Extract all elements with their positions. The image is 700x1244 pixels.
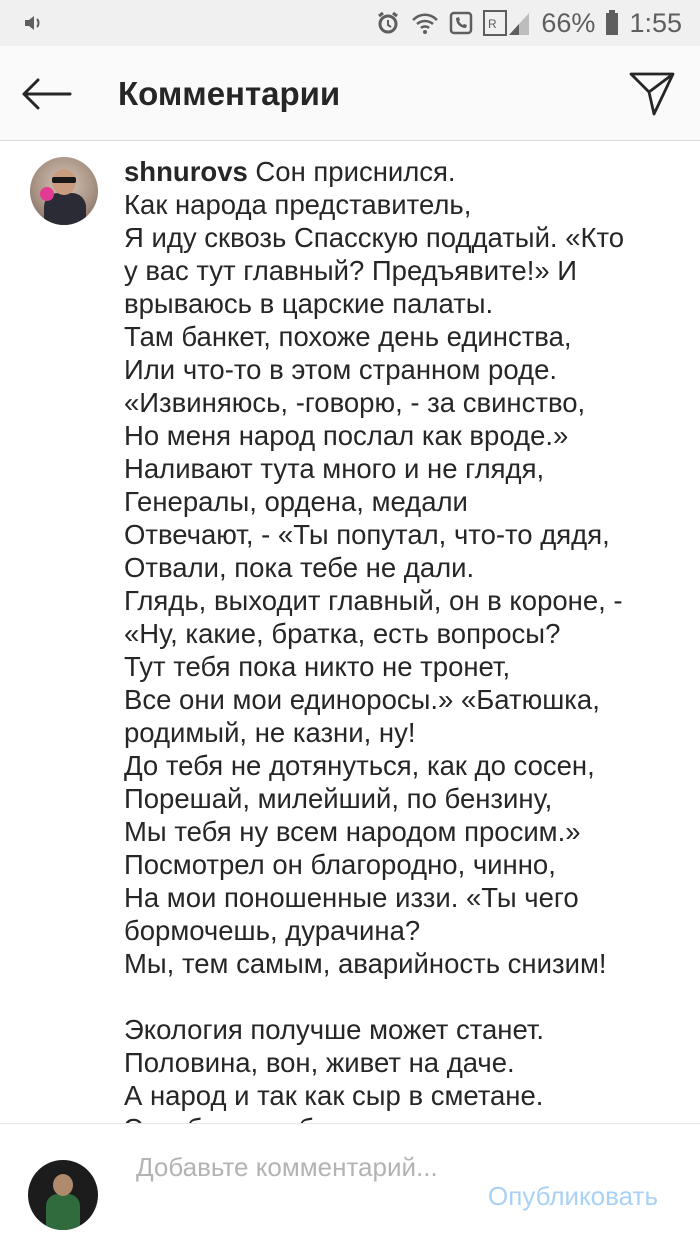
clock-time: 1:55 — [629, 7, 682, 38]
comment-line: Как народа представитель, — [124, 189, 472, 220]
comment-line: «Извиняюсь, -говорю, - за свинство, — [124, 387, 586, 418]
comment-line: Отвали, пока тебе не дали. — [124, 552, 475, 583]
comment-line: Мы, тем самым, аварийность снизим! — [124, 948, 607, 979]
page-title: Комментарии — [118, 75, 341, 112]
comment-line: «Ну, какие, братка, есть вопросы? — [124, 618, 561, 649]
comment-line: Но меня народ послал как вроде.» — [124, 420, 569, 451]
comment-line: Экология получше может станет. — [124, 1014, 545, 1045]
comment-line: врываюсь в царские палаты. — [124, 288, 494, 319]
comment-line: Все они мои единоросы.» «Батюшка, — [124, 684, 600, 715]
volume-icon — [22, 12, 44, 34]
comment-line: Там банкет, похоже день единства, — [124, 321, 572, 352]
comment-line: Наливают тута много и не глядя, — [124, 453, 545, 484]
comment-line: у вас тут главный? Предъявите!» И — [124, 255, 578, 286]
comment-username[interactable]: shnurovs — [124, 156, 248, 187]
alarm-icon — [375, 10, 401, 36]
comment-line: До тебя не дотянуться, как до сосен, — [124, 750, 595, 781]
app-header — [0, 46, 700, 141]
comment-first-line: Сон приснился. — [255, 156, 456, 187]
comment-line: Или что-то в этом странном роде. — [124, 354, 558, 385]
comment-line: Тут тебя пока никто не тронет, — [124, 651, 511, 682]
current-user-avatar — [28, 1160, 98, 1230]
comment-line: Порешай, милейший, по бензину, — [124, 783, 553, 814]
comment-composer — [0, 1123, 700, 1244]
battery-icon — [605, 10, 619, 36]
comment-line: родимый, не казни, ну! — [124, 717, 416, 748]
comment-line: Мы тебя ну всем народом просим.» — [124, 816, 581, 847]
share-button[interactable] — [624, 68, 680, 120]
comment-lines — [124, 188, 684, 1145]
call-icon — [449, 11, 473, 35]
author-avatar[interactable] — [30, 157, 98, 225]
comment-line: На мои поношенные иззи. «Ты чего — [124, 882, 579, 913]
signal-icon — [483, 10, 531, 36]
comment-line: Я иду сквозь Спасскую поддатый. «Кто — [124, 222, 625, 253]
back-button[interactable] — [18, 70, 74, 118]
svg-text:R: R — [488, 17, 498, 31]
comment-line: Посмотрел он благородно, чинно, — [124, 849, 556, 880]
comment-line: бормочешь, дурачина? — [124, 915, 421, 946]
status-bar — [0, 0, 700, 46]
comment-line: Отвечают, - «Ты попутал, что-то дядя, — [124, 519, 610, 550]
arrow-left-icon — [20, 77, 72, 111]
battery-percent: 66% — [541, 7, 596, 38]
comment-line: Половина, вон, живет на даче. — [124, 1047, 515, 1078]
publish-button[interactable]: Опубликовать — [488, 1181, 659, 1211]
comment-line: Глядь, выходит главный, он в короне, - — [124, 585, 623, 616]
comment-line: Генералы, ордена, медали — [124, 486, 468, 517]
comment-blank-line — [124, 980, 684, 1013]
send-icon — [628, 71, 676, 117]
comment-text — [124, 155, 684, 1145]
comment-input[interactable] — [136, 1152, 466, 1232]
wifi-icon — [411, 11, 439, 35]
comment-line: А народ и так как сыр в сметане. — [124, 1080, 544, 1111]
